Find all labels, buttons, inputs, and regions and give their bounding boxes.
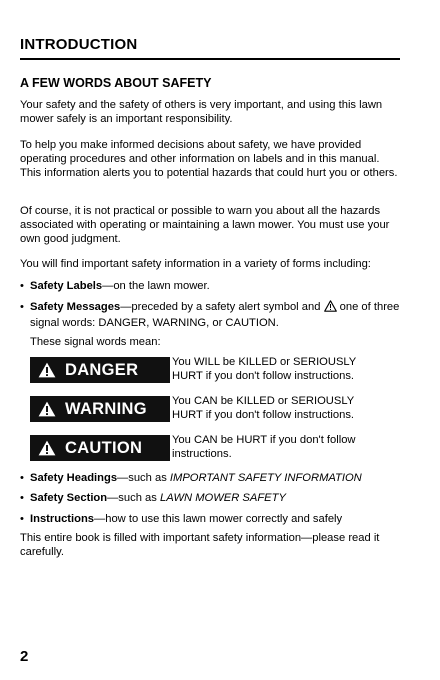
bullet-term: Safety Headings [30, 472, 118, 484]
safety-alert-triangle-icon [38, 440, 56, 456]
bullet-text: —such as [107, 492, 160, 504]
bullet-term: Instructions [30, 513, 95, 525]
bullet-dot: • [20, 301, 24, 313]
intro-paragraph: Your safety and the safety of others is very important, and using this lawn mower safely is an important responsibility. [20, 99, 383, 125]
signal-word: DANGER [65, 360, 139, 379]
bullet-example: LAWN MOWER SAFETY [159, 492, 286, 504]
danger-signal-label [30, 357, 170, 383]
bullet-safety-labels [20, 279, 400, 293]
judgment-paragraph: Of course, it is not practical or possible to warn you about all the hazards associated with operating or maintaining a lawn mower. You must use your own good judgment. [20, 205, 390, 245]
bullet-safety-messages [20, 300, 400, 330]
signal-word: CAUTION [65, 438, 143, 457]
bullet-text: one of three signal words: DANGER, WARNING, or CAUTION. [30, 301, 400, 329]
bullet-safety-section [20, 491, 400, 505]
safety-alert-triangle-icon [38, 401, 56, 417]
bullet-dot: • [20, 280, 24, 292]
safety-alert-triangle-icon [38, 362, 56, 378]
bullet-dot: • [20, 513, 24, 525]
bullet-dot: • [20, 472, 24, 484]
bullet-term: Safety Messages [30, 301, 121, 313]
signal-meaning: You CAN be KILLED or SERIOUSLY HURT if you don't follow instructions. [172, 395, 355, 421]
page-number: 2 [20, 648, 29, 665]
signal-meaning: You WILL be KILLED or SERIOUSLY HURT if you don't follow instructions. [172, 356, 357, 382]
informed-decisions-paragraph: To help you make informed decisions about safety, we have provided operating procedures and other information on labels and in this manual. This information alerts you to potential hazards that could hurt you or others. [20, 139, 398, 179]
subheading: A FEW WORDS ABOUT SAFETY [20, 76, 212, 90]
forms-intro-paragraph: You will find important safety information in a variety of forms including: [20, 258, 371, 270]
bullet-text: —on the lawn mower. [102, 280, 210, 292]
title-divider [20, 58, 400, 60]
bullet-safety-headings [20, 471, 400, 485]
signal-meaning: You CAN be HURT if you don't follow instructions. [172, 434, 356, 460]
signal-row-danger [30, 355, 400, 385]
bullet-term: Safety Labels [30, 280, 103, 292]
safety-alert-triangle-icon [324, 300, 337, 316]
warning-signal-label [30, 396, 170, 422]
signal-row-caution [30, 433, 400, 463]
bullet-instructions [20, 512, 400, 526]
bullet-text: —how to use this lawn mower correctly and safely [94, 513, 343, 525]
bullet-term: Safety Section [30, 492, 108, 504]
bullet-text: —such as [117, 472, 170, 484]
section-title: INTRODUCTION [20, 36, 138, 53]
bullet-text: —preceded by a safety alert symbol and [120, 301, 324, 313]
signal-row-warning [30, 394, 400, 424]
signal-word: WARNING [65, 399, 147, 418]
closing-paragraph: This entire book is filled with important safety information—please read it carefully. [20, 532, 380, 558]
caution-signal-label [30, 435, 170, 461]
signal-intro: These signal words mean: [30, 336, 161, 348]
bullet-example: IMPORTANT SAFETY INFORMATION [169, 472, 362, 484]
bullet-dot: • [20, 492, 24, 504]
